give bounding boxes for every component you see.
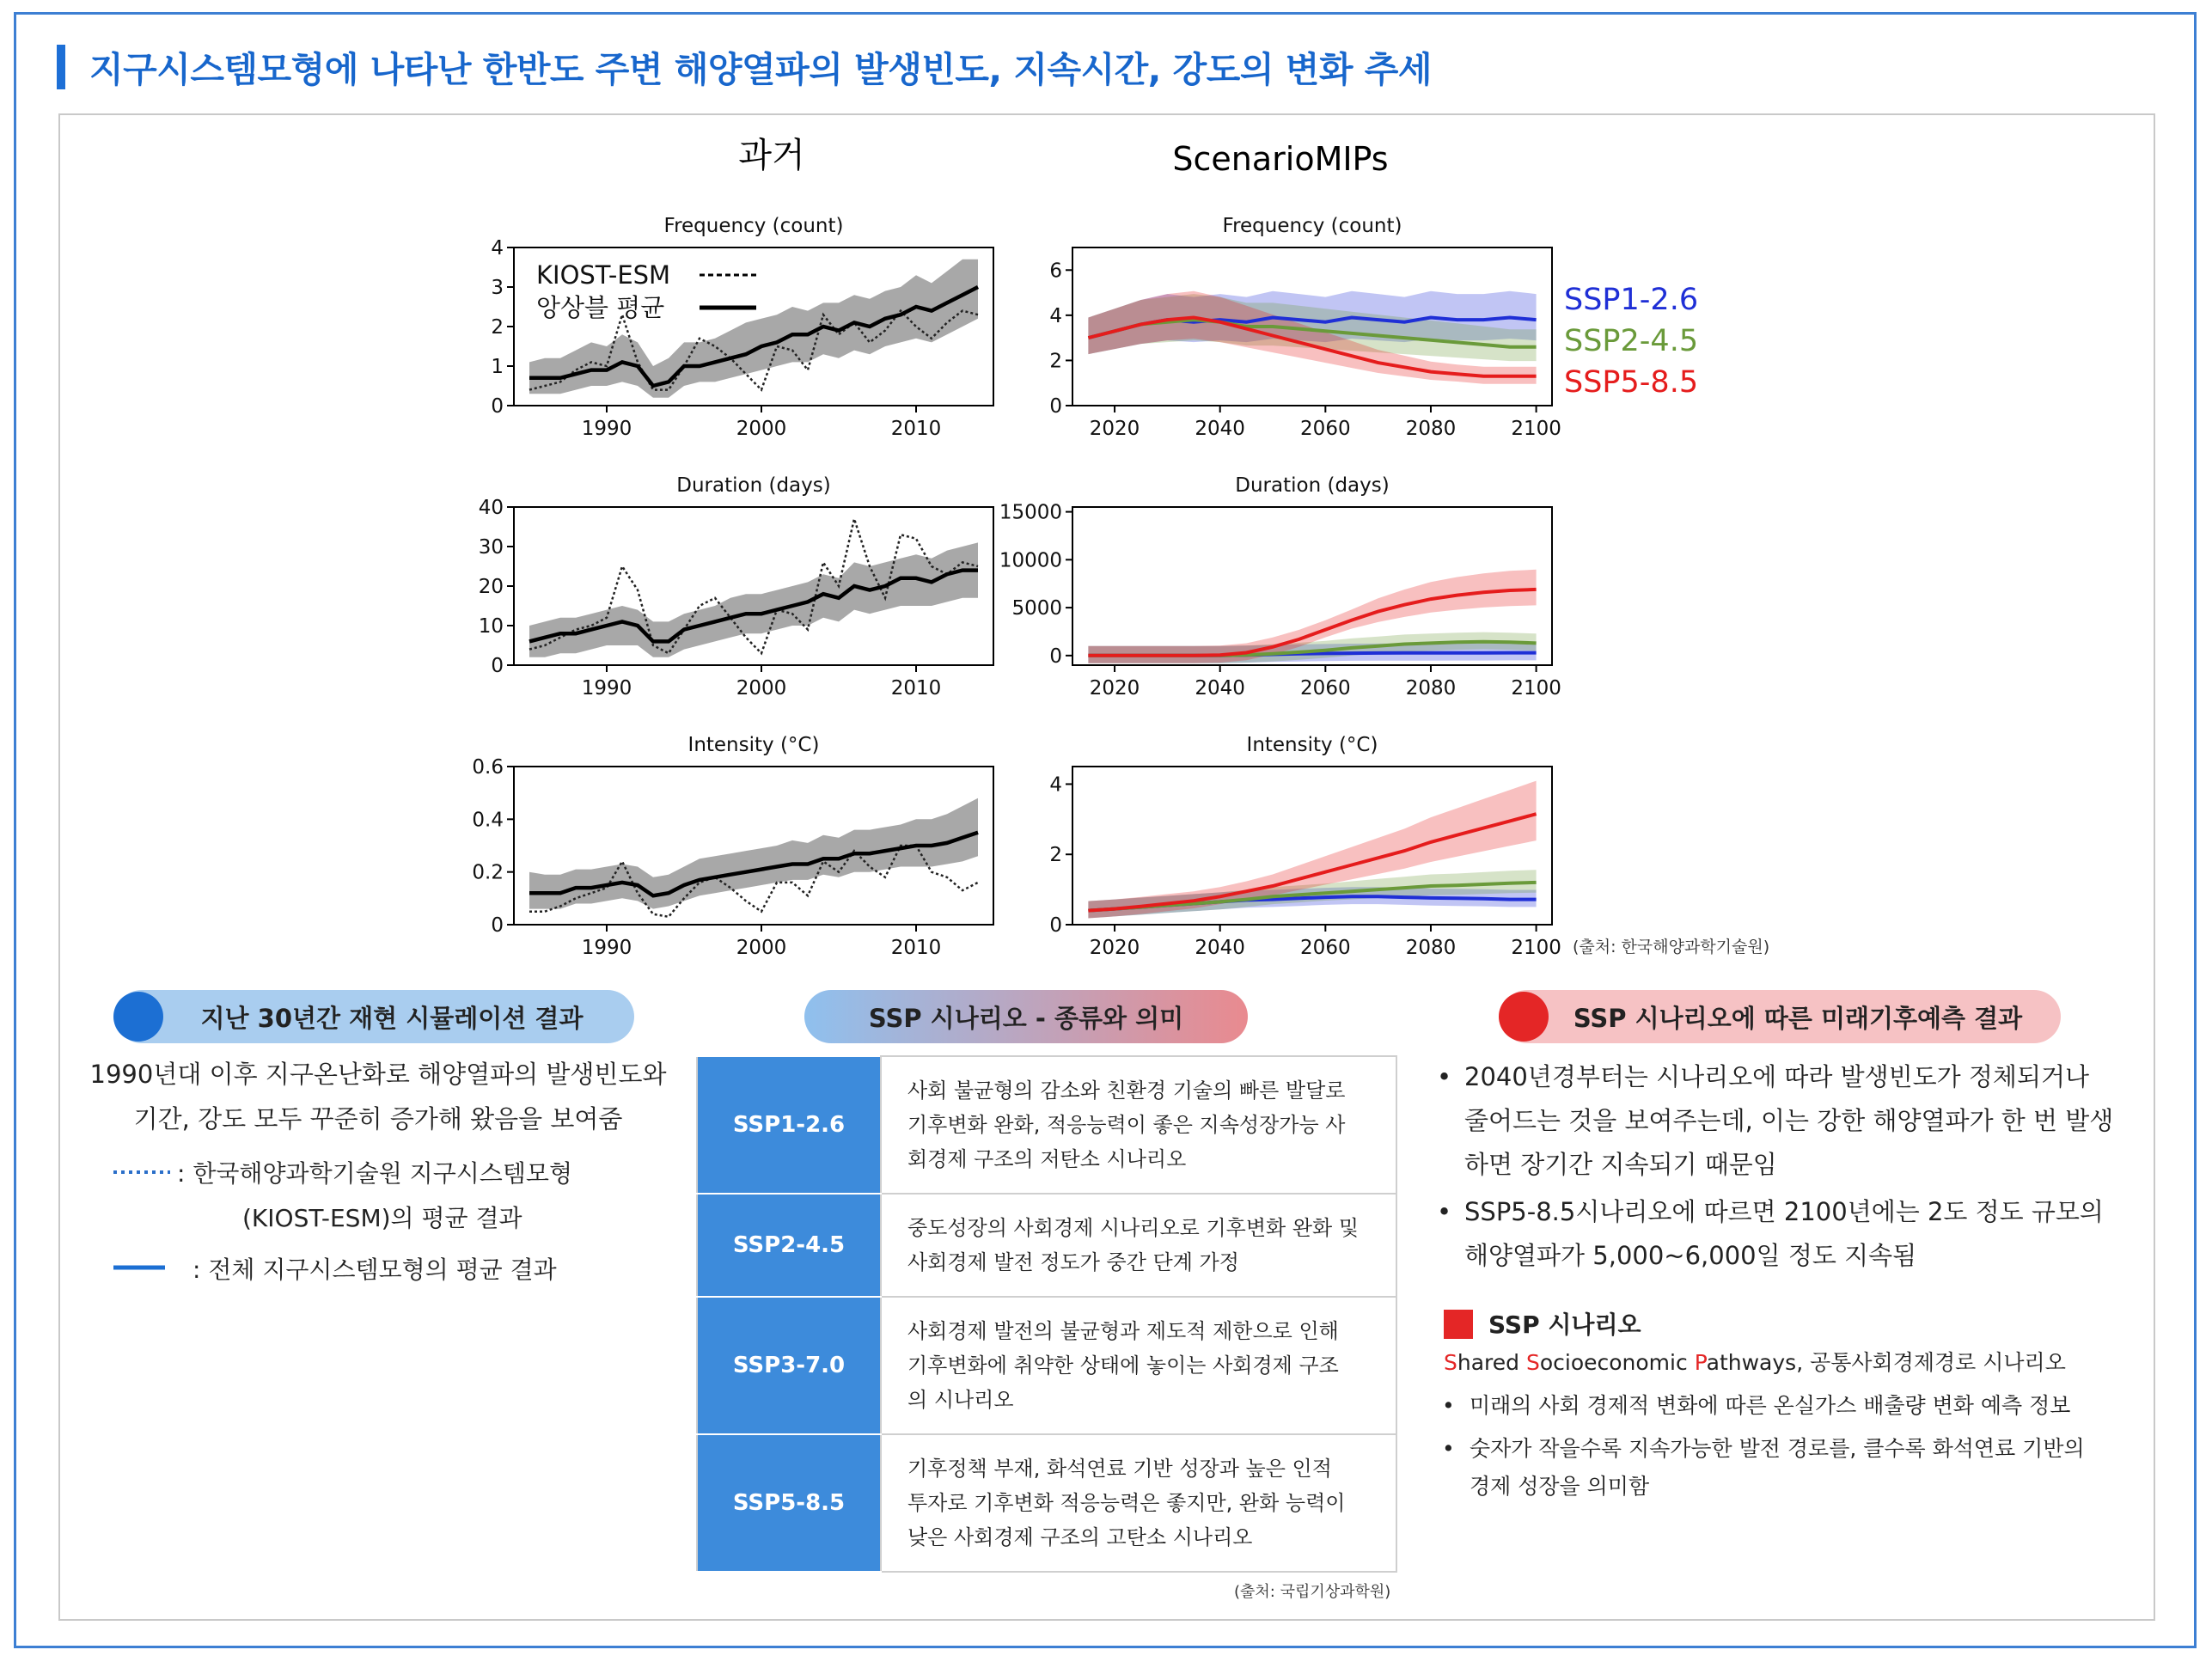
y-tick-label: 0.2 bbox=[472, 861, 504, 884]
x-tick-label: 2080 bbox=[1405, 418, 1457, 440]
note-line: • 미래의 사회 경제적 변화에 따른 온실가스 배출량 변화 예측 정보 bbox=[1470, 1393, 2071, 1418]
y-tick-label: 20 bbox=[478, 576, 504, 598]
y-tick-label: 10000 bbox=[999, 549, 1062, 572]
ssp-desc-line: 사회경제 발전의 불균형과 제도적 제한으로 인해 bbox=[907, 1319, 1339, 1343]
ssp-desc-line: 낮은 사회경제 구조의 고탄소 시나리오 bbox=[907, 1525, 1253, 1549]
right-pill bbox=[1500, 990, 2061, 1043]
chart-source: (출처: 한국해양과학기술원) bbox=[1573, 938, 1770, 956]
legend-ssp245: SSP2-4.5 bbox=[1564, 324, 1699, 358]
x-tick-label: 2080 bbox=[1405, 937, 1457, 959]
left-description-line2: 기간, 강도 모두 꾸준히 증가해 왔음을 보여줌 bbox=[133, 1104, 623, 1133]
acronym-rest: hared bbox=[1457, 1350, 1526, 1375]
y-tick-label: 4 bbox=[1049, 773, 1062, 797]
x-tick-label: 2060 bbox=[1300, 937, 1351, 959]
left-pill-label: 지난 30년간 재현 시뮬레이션 결과 bbox=[200, 1003, 584, 1033]
x-tick-label: 2060 bbox=[1300, 418, 1351, 440]
left-pill-dot bbox=[113, 992, 163, 1042]
x-tick-label: 2100 bbox=[1511, 677, 1561, 700]
x-tick-label: 2040 bbox=[1195, 677, 1245, 700]
y-tick-label: 0 bbox=[1049, 645, 1062, 668]
x-tick-label: 2000 bbox=[736, 677, 787, 700]
y-tick-label: 2 bbox=[491, 316, 504, 339]
legend-kiost-label: KIOST-ESM bbox=[536, 260, 671, 290]
x-tick-label: 2020 bbox=[1089, 418, 1140, 440]
chart-title: Frequency (count) bbox=[1222, 215, 1402, 237]
x-tick-label: 1990 bbox=[581, 418, 632, 440]
chart-title: Frequency (count) bbox=[663, 215, 844, 237]
bullet-line: 하면 장기간 지속되기 때문임 bbox=[1464, 1150, 1777, 1179]
x-tick-label: 2100 bbox=[1511, 937, 1561, 959]
ssp-desc bbox=[881, 1434, 1396, 1572]
table-row bbox=[697, 1434, 1396, 1572]
ssp-box-marker bbox=[1444, 1310, 1473, 1339]
ssp-desc bbox=[881, 1297, 1396, 1434]
bullet-line: 줄어드는 것을 보여주는데, 이는 강한 해양열파가 한 번 발생 bbox=[1464, 1106, 2114, 1135]
acronym-cap: S bbox=[1444, 1350, 1457, 1375]
list-item bbox=[1433, 1190, 2172, 1278]
acronym-rest: ocioeconomic bbox=[1539, 1350, 1695, 1375]
y-tick-label: 0.4 bbox=[472, 809, 504, 832]
x-tick-label: 2010 bbox=[890, 418, 942, 440]
chart-title: Duration (days) bbox=[1235, 474, 1390, 497]
y-tick-label: 0 bbox=[1049, 914, 1062, 937]
ssp-acronym bbox=[1444, 1346, 2066, 1377]
y-tick-label: 1 bbox=[491, 356, 504, 378]
page-title: 지구시스템모형에 나타난 한반도 주변 해양열파의 발생빈도, 지속시간, 강도의 변화 추세 bbox=[89, 49, 1432, 90]
x-tick-label: 2040 bbox=[1195, 418, 1245, 440]
ssp-desc-line: 투자로 기후변화 적응능력은 좋지만, 완화 능력이 bbox=[907, 1491, 1346, 1515]
list-item bbox=[1433, 1055, 2172, 1187]
left-pill bbox=[115, 990, 634, 1043]
x-tick-label: 2010 bbox=[890, 677, 942, 700]
legend-ssp585: SSP5-8.5 bbox=[1564, 365, 1699, 400]
ssp-table bbox=[696, 1055, 1397, 1573]
ssp-box-title: SSP 시나리오 bbox=[1488, 1311, 1641, 1339]
left-description-line1: 1990년대 이후 지구온난화로 해양열파의 발생빈도와 bbox=[89, 1060, 667, 1089]
x-tick-label: 2060 bbox=[1300, 677, 1351, 700]
table-row bbox=[697, 1194, 1396, 1297]
ssp-desc-line: 중도성장의 사회경제 시나리오로 기후변화 완화 및 bbox=[907, 1216, 1360, 1240]
legend-dotted-label-2: (KIOST-ESM)의 평균 결과 bbox=[242, 1204, 522, 1232]
ssp-desc bbox=[881, 1194, 1396, 1297]
y-tick-label: 0 bbox=[1049, 395, 1062, 418]
note-line: • 숫자가 작을수록 지속가능한 발전 경로를, 클수록 화석연료 기반의 bbox=[1470, 1436, 2085, 1461]
ssp-desc bbox=[881, 1056, 1396, 1194]
acronym-cap: S bbox=[1525, 1350, 1540, 1375]
y-tick-label: 40 bbox=[478, 497, 504, 519]
chart-title: Intensity (°C) bbox=[1246, 734, 1378, 756]
ssp-desc-line: 회경제 구조의 저탄소 시나리오 bbox=[907, 1147, 1187, 1171]
x-tick-label: 1990 bbox=[581, 937, 632, 959]
y-tick-label: 0.6 bbox=[472, 756, 504, 779]
y-tick-label: 30 bbox=[478, 536, 504, 559]
x-tick-label: 2040 bbox=[1195, 937, 1245, 959]
list-item bbox=[1439, 1387, 2178, 1425]
y-tick-label: 5000 bbox=[1011, 597, 1062, 620]
y-tick-label: 0 bbox=[491, 395, 504, 418]
right-pill-label: SSP 시나리오에 따른 미래기후예측 결과 bbox=[1573, 1003, 2023, 1033]
column-title-future: ScenarioMIPs bbox=[1172, 140, 1389, 178]
legend-ssp126: SSP1-2.6 bbox=[1564, 283, 1699, 317]
y-tick-label: 4 bbox=[1049, 304, 1062, 327]
x-tick-label: 1990 bbox=[581, 677, 632, 700]
ssp-key: SSP3-7.0 bbox=[697, 1297, 881, 1434]
x-tick-label: 2080 bbox=[1405, 677, 1457, 700]
y-tick-label: 2 bbox=[1049, 844, 1062, 867]
y-tick-label: 10 bbox=[478, 615, 504, 638]
acronym-tail: , 공통사회경제경로 시나리오 bbox=[1796, 1350, 2066, 1375]
x-tick-label: 2020 bbox=[1089, 937, 1140, 959]
y-tick-label: 0 bbox=[491, 914, 504, 937]
y-tick-label: 0 bbox=[491, 655, 504, 677]
y-tick-label: 3 bbox=[491, 277, 504, 299]
bullet-line: • 2040년경부터는 시나리오에 따라 발생빈도가 정체되거나 bbox=[1464, 1062, 2089, 1091]
legend-solid-swatch bbox=[112, 1263, 172, 1272]
legend-dotted-swatch bbox=[112, 1168, 172, 1176]
chart-title: Intensity (°C) bbox=[687, 734, 820, 756]
x-tick-label: 2000 bbox=[736, 937, 787, 959]
legend-solid-label: : 전체 지구시스템모형의 평균 결과 bbox=[192, 1256, 557, 1284]
ssp-desc-line: 사회경제 발전 정도가 중간 단계 가정 bbox=[907, 1250, 1239, 1274]
legend-dotted-label: : 한국해양과학기술원 지구시스템모형 bbox=[177, 1159, 573, 1188]
left-description bbox=[77, 1052, 679, 1141]
x-tick-label: 2020 bbox=[1089, 677, 1140, 700]
ssp-notes bbox=[1439, 1387, 2178, 1506]
ssp-desc-line: 기후변화에 취약한 상태에 놓이는 사회경제 구조 bbox=[907, 1353, 1339, 1378]
y-tick-label: 4 bbox=[491, 237, 504, 260]
ssp-key: SSP2-4.5 bbox=[697, 1194, 881, 1297]
legend-ensemble-label: 앙상블 평균 bbox=[536, 293, 665, 322]
x-tick-label: 2100 bbox=[1511, 418, 1561, 440]
note-line: 경제 성장을 의미함 bbox=[1470, 1474, 1650, 1499]
table-row bbox=[697, 1056, 1396, 1194]
right-pill-dot bbox=[1499, 992, 1549, 1042]
ensemble-range-band bbox=[529, 542, 978, 657]
column-title-past: 과거 bbox=[738, 136, 805, 175]
ssp-desc-line: 의 시나리오 bbox=[907, 1388, 1014, 1412]
middle-pill bbox=[804, 990, 1248, 1043]
acronym-cap: P bbox=[1694, 1350, 1707, 1375]
y-tick-label: 6 bbox=[1049, 260, 1062, 283]
y-tick-label: 2 bbox=[1049, 350, 1062, 373]
bullet-line: • SSP5-8.5시나리오에 따르면 2100년에는 2도 정도 규모의 bbox=[1464, 1197, 2104, 1226]
x-tick-label: 2000 bbox=[736, 418, 787, 440]
table-source: (출처: 국립기상과학원) bbox=[1234, 1583, 1391, 1601]
forecast-bullets bbox=[1433, 1055, 2172, 1278]
ssp-desc-line: 기후변화 완화, 적응능력이 좋은 지속성장가능 사 bbox=[907, 1113, 1346, 1137]
bullet-line: 해양열파가 5,000~6,000일 정도 지속됨 bbox=[1464, 1241, 1917, 1270]
ssp-key: SSP1-2.6 bbox=[697, 1056, 881, 1194]
ssp-desc-line: 사회 불균형의 감소와 친환경 기술의 빠른 발달로 bbox=[907, 1078, 1346, 1103]
table-row bbox=[697, 1297, 1396, 1434]
middle-pill-label: SSP 시나리오 - 종류와 의미 bbox=[868, 1003, 1184, 1033]
list-item bbox=[1439, 1430, 2178, 1506]
chart-title: Duration (days) bbox=[676, 474, 831, 497]
ensemble-range-band bbox=[529, 798, 978, 909]
ssp-key: SSP5-8.5 bbox=[697, 1434, 881, 1572]
acronym-rest: athways bbox=[1706, 1350, 1797, 1375]
ssp-desc-line: 기후정책 부재, 화석연료 기반 성장과 높은 인적 bbox=[907, 1457, 1332, 1481]
x-tick-label: 2010 bbox=[890, 937, 942, 959]
y-tick-label: 15000 bbox=[999, 501, 1062, 524]
